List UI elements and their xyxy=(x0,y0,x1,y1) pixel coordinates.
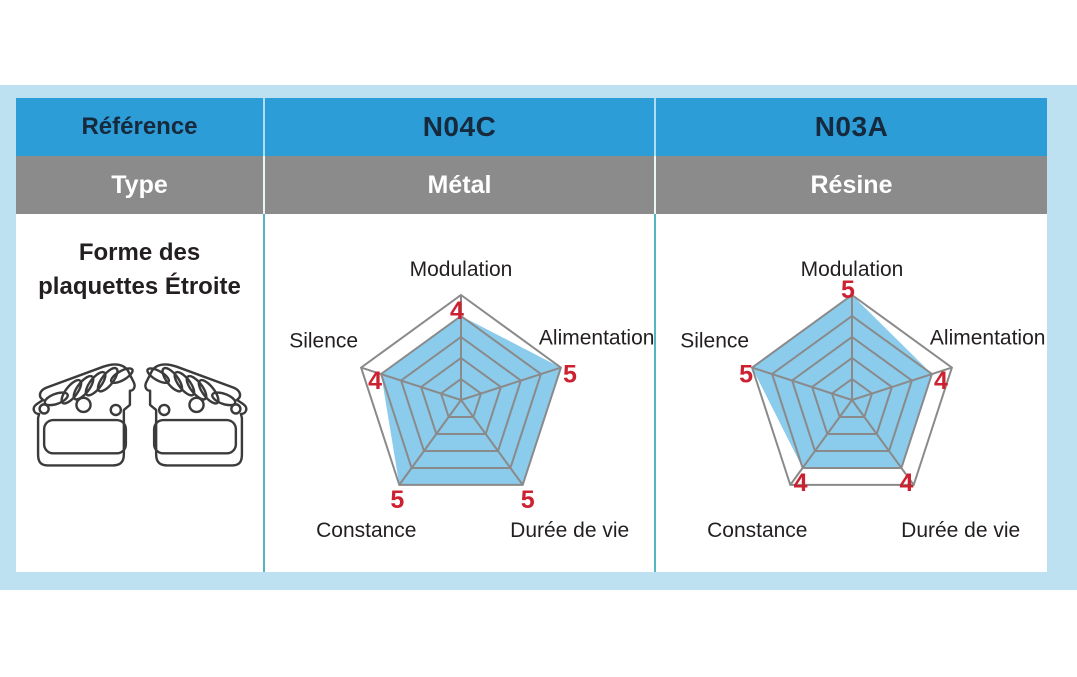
pad-shape-label: Forme des plaquettes Étroite xyxy=(38,239,241,301)
radar-axis-label: Constance xyxy=(707,518,808,542)
radar-value-label: 4 xyxy=(368,367,383,395)
header-n03a: N03A xyxy=(656,98,1047,156)
comparison-table xyxy=(16,98,1047,572)
header-n04c: N04C xyxy=(265,98,654,156)
radar-chart-n04c xyxy=(265,214,654,572)
radar-axis-label: Modulation xyxy=(409,258,513,281)
radar-axis-label: Modulation xyxy=(800,258,904,281)
table-frame xyxy=(0,85,1077,590)
radar-axis-label: Silence xyxy=(680,329,750,353)
type-n04c-metal: Métal xyxy=(265,156,654,214)
radar-value-label: 5 xyxy=(520,485,535,514)
brake-pads-illustration xyxy=(29,362,251,470)
radar-value-label: 5 xyxy=(739,360,754,389)
radar-axis-label: Durée de vie xyxy=(901,518,1021,542)
radar-axis-label: Silence xyxy=(289,329,359,353)
radar-value-label: 5 xyxy=(562,360,577,389)
radar-chart-n03a-cell xyxy=(656,214,1047,572)
radar-data-fill xyxy=(752,295,932,468)
radar-chart-n04c-cell xyxy=(265,214,654,572)
radar-value-label: 4 xyxy=(899,469,914,497)
body-row xyxy=(16,214,1047,572)
radar-value-label: 5 xyxy=(390,485,405,514)
radar-axis-label: Alimentation xyxy=(538,326,655,350)
radar-axis-label: Durée de vie xyxy=(510,518,630,542)
radar-value-label: 4 xyxy=(450,297,464,325)
pad-shape-cell xyxy=(16,214,263,572)
radar-value-label: 5 xyxy=(841,276,855,304)
type-row-label: Type xyxy=(16,156,263,214)
radar-chart-n03a xyxy=(656,214,1047,572)
type-n03a-resine: Résine xyxy=(656,156,1047,214)
type-row xyxy=(16,156,1047,214)
radar-value-label: 4 xyxy=(793,469,808,497)
radar-axis-label: Alimentation xyxy=(929,326,1046,350)
radar-value-label: 4 xyxy=(933,367,948,395)
header-reference: Référence xyxy=(16,98,263,156)
header-row xyxy=(16,98,1047,156)
radar-axis-label: Constance xyxy=(316,518,417,542)
